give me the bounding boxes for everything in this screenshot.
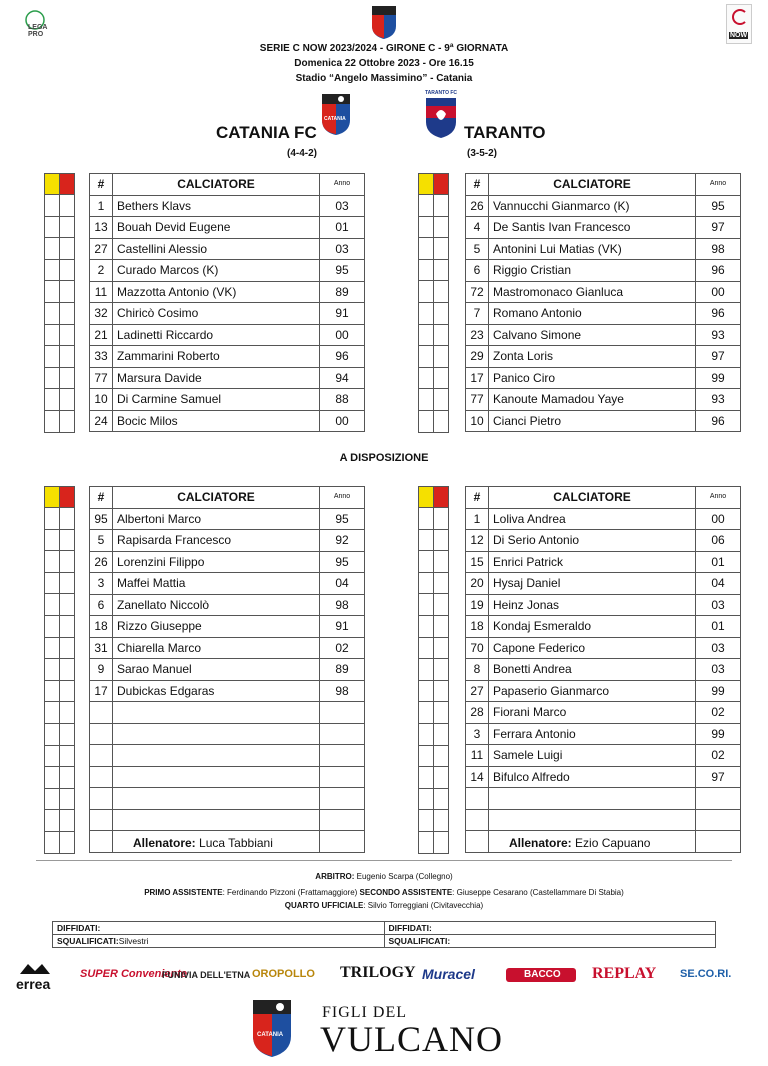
col-num: #	[466, 487, 489, 509]
sponsor-secori: SE.CO.RI.	[680, 968, 732, 980]
player-year: 02	[696, 702, 741, 724]
sponsor-errea: errea	[16, 976, 51, 992]
player-name: Enrici Patrick	[489, 551, 696, 573]
table-row	[466, 702, 741, 724]
table-row	[90, 346, 365, 368]
table-row	[466, 680, 741, 702]
player-year: 91	[320, 303, 365, 325]
red-card-icon	[434, 487, 449, 508]
table-row	[90, 809, 365, 831]
sponsor-oropollo: OROPOLLO	[252, 968, 315, 980]
yellow-card-icon	[419, 174, 434, 195]
player-year: 94	[320, 367, 365, 389]
player-number: 3	[90, 573, 113, 595]
player-year: 97	[696, 766, 741, 788]
catania-top-crest	[371, 4, 397, 45]
player-name: Curado Marcos (K)	[113, 260, 320, 282]
player-number: 19	[466, 594, 489, 616]
player-name: Papaserio Gianmarco	[489, 680, 696, 702]
player-name	[113, 809, 320, 831]
player-number: 6	[466, 260, 489, 282]
away-coach: Allenatore: Ezio Capuano	[509, 836, 651, 850]
table-row	[90, 745, 365, 767]
col-player: CALCIATORE	[113, 174, 320, 196]
player-number	[90, 766, 113, 788]
player-name: Di Serio Antonio	[489, 530, 696, 552]
table-header	[90, 487, 365, 509]
red-card-icon	[60, 174, 75, 195]
player-year	[320, 809, 365, 831]
table-row	[466, 745, 741, 767]
player-name: Bethers Klavs	[113, 195, 320, 217]
table-row	[90, 723, 365, 745]
table-header	[90, 174, 365, 196]
table-row	[90, 410, 365, 432]
player-number: 95	[90, 508, 113, 530]
player-year	[696, 809, 741, 831]
table-row	[90, 389, 365, 411]
table-row	[90, 702, 365, 724]
col-num: #	[90, 487, 113, 509]
player-name: Bocic Milos	[113, 410, 320, 432]
player-number	[90, 702, 113, 724]
player-number: 10	[90, 389, 113, 411]
player-year	[320, 723, 365, 745]
player-name: Bifulco Alfredo	[489, 766, 696, 788]
player-name: Cianci Pietro	[489, 410, 696, 432]
player-year: 03	[696, 637, 741, 659]
table-row	[466, 281, 741, 303]
player-number: 23	[466, 324, 489, 346]
player-number: 11	[466, 745, 489, 767]
player-number: 26	[466, 195, 489, 217]
table-row	[466, 788, 741, 810]
table-row	[90, 238, 365, 260]
player-number: 1	[90, 195, 113, 217]
player-year: 01	[320, 217, 365, 239]
table-row	[90, 530, 365, 552]
player-name	[113, 788, 320, 810]
player-year: 01	[696, 616, 741, 638]
player-number	[466, 831, 489, 853]
player-number: 3	[466, 723, 489, 745]
player-name: Sarao Manuel	[113, 659, 320, 681]
player-number: 17	[466, 367, 489, 389]
player-name: Chiricò Cosimo	[113, 303, 320, 325]
discipline-table	[52, 921, 716, 948]
player-name: Fiorani Marco	[489, 702, 696, 724]
away-diffidati: DIFFIDATI:	[384, 922, 716, 935]
away-starters-table	[465, 173, 741, 432]
player-name: Maffei Mattia	[113, 573, 320, 595]
player-number: 72	[466, 281, 489, 303]
table-row	[90, 766, 365, 788]
player-year: 88	[320, 389, 365, 411]
away-squalificati: SQUALIFICATI:	[384, 935, 716, 948]
assistants-line: PRIMO ASSISTENTE: Ferdinando Pizzoni (Frattamaggiore) SECONDO ASSISTENTE: Giuseppe Cesarano (Castellammare Di Stabia)	[144, 888, 624, 897]
sponsor-funivia-etna: FUNIVIA DELL'ETNA	[162, 970, 251, 980]
player-name: Vannucchi Gianmarco (K)	[489, 195, 696, 217]
player-name: Riggio Cristian	[489, 260, 696, 282]
player-number: 2	[90, 260, 113, 282]
col-year: Anno	[696, 174, 741, 196]
player-name: Albertoni Marco	[113, 508, 320, 530]
player-name: Samele Luigi	[489, 745, 696, 767]
player-name: Castellini Alessio	[113, 238, 320, 260]
player-number	[90, 831, 113, 853]
table-row	[466, 195, 741, 217]
sponsor-bacco: BACCO	[506, 968, 576, 982]
player-name: Rapisarda Francesco	[113, 530, 320, 552]
player-name: Romano Antonio	[489, 303, 696, 325]
player-year: 96	[696, 260, 741, 282]
player-number: 13	[90, 217, 113, 239]
player-name: Chiarella Marco	[113, 637, 320, 659]
player-name: Mazzotta Antonio (VK)	[113, 281, 320, 303]
col-year: Anno	[696, 487, 741, 509]
player-year: 00	[696, 281, 741, 303]
player-number: 27	[90, 238, 113, 260]
player-number	[90, 723, 113, 745]
player-name: Hysaj Daniel	[489, 573, 696, 595]
table-row	[90, 281, 365, 303]
player-year	[320, 831, 365, 853]
player-name: Ladinetti Riccardo	[113, 324, 320, 346]
divider	[36, 860, 732, 861]
player-year: 96	[696, 410, 741, 432]
player-year: 02	[696, 745, 741, 767]
away-starters-cards	[418, 173, 449, 433]
player-name: Ferrara Antonio	[489, 723, 696, 745]
player-year: 97	[696, 346, 741, 368]
player-name	[113, 745, 320, 767]
table-row	[466, 367, 741, 389]
sponsor-trilogy: TRILOGY	[340, 964, 416, 981]
table-row	[466, 346, 741, 368]
player-number: 5	[466, 238, 489, 260]
player-name: Kanoute Mamadou Yaye	[489, 389, 696, 411]
player-year: 95	[320, 508, 365, 530]
home-formation: (4-4-2)	[287, 148, 318, 159]
table-row	[466, 809, 741, 831]
table-row	[90, 508, 365, 530]
table-row	[466, 410, 741, 432]
player-number: 18	[90, 616, 113, 638]
player-number: 32	[90, 303, 113, 325]
player-number: 7	[466, 303, 489, 325]
table-row	[90, 637, 365, 659]
player-number	[90, 809, 113, 831]
fourth-official-line: QUARTO UFFICIALE: Silvio Torreggiani (Civitavecchia)	[284, 901, 484, 910]
table-row	[90, 195, 365, 217]
player-number: 27	[466, 680, 489, 702]
player-number: 28	[466, 702, 489, 724]
player-number: 29	[466, 346, 489, 368]
player-year: 97	[696, 217, 741, 239]
table-row	[466, 238, 741, 260]
player-year: 93	[696, 389, 741, 411]
player-number: 20	[466, 573, 489, 595]
home-starters-table	[89, 173, 365, 432]
player-number: 17	[90, 680, 113, 702]
player-number: 10	[466, 410, 489, 432]
player-number: 1	[466, 508, 489, 530]
player-year: 93	[696, 324, 741, 346]
col-num: #	[466, 174, 489, 196]
player-year: 03	[696, 659, 741, 681]
table-row	[90, 573, 365, 595]
player-year	[320, 745, 365, 767]
player-year: 95	[320, 551, 365, 573]
player-name	[489, 809, 696, 831]
table-row	[466, 303, 741, 325]
player-year: 99	[696, 367, 741, 389]
table-row	[466, 389, 741, 411]
player-number: 5	[90, 530, 113, 552]
player-year: 02	[320, 637, 365, 659]
player-year: 96	[320, 346, 365, 368]
table-header	[466, 487, 741, 509]
player-year: 96	[696, 303, 741, 325]
player-number	[466, 788, 489, 810]
player-year: 95	[696, 195, 741, 217]
player-name: Mastromonaco Gianluca	[489, 281, 696, 303]
col-num: #	[90, 174, 113, 196]
player-name	[113, 702, 320, 724]
player-year: 06	[696, 530, 741, 552]
player-name	[113, 723, 320, 745]
table-row	[90, 788, 365, 810]
match-date: Domenica 22 Ottobre 2023 - Ore 16.15	[294, 58, 474, 69]
footer-slogan-line1: FIGLI DEL	[322, 1004, 407, 1021]
table-row	[466, 260, 741, 282]
player-year: 98	[696, 238, 741, 260]
player-year: 99	[696, 680, 741, 702]
yellow-card-icon	[45, 174, 60, 195]
table-row	[466, 508, 741, 530]
col-year: Anno	[320, 487, 365, 509]
away-bench-table	[465, 486, 741, 853]
competition-title: SERIE C NOW 2023/2024 - GIRONE C - 9ª GIORNATA	[259, 43, 509, 54]
table-row	[466, 766, 741, 788]
table-row	[466, 616, 741, 638]
home-team-name: CATANIA FC	[216, 123, 317, 142]
player-year: 00	[320, 410, 365, 432]
home-crest: CATANIA	[321, 92, 351, 141]
bench-title: A DISPOSIZIONE	[339, 452, 429, 464]
home-bench-table	[89, 486, 365, 853]
player-name	[489, 788, 696, 810]
yellow-card-icon	[45, 487, 60, 508]
player-year: 98	[320, 680, 365, 702]
player-name: Di Carmine Samuel	[113, 389, 320, 411]
col-year: Anno	[320, 174, 365, 196]
player-number: 11	[90, 281, 113, 303]
player-name: Kondaj Esmeraldo	[489, 616, 696, 638]
table-row	[90, 616, 365, 638]
player-number: 77	[90, 367, 113, 389]
player-year	[320, 766, 365, 788]
player-name: Zonta Loris	[489, 346, 696, 368]
referee-line: ARBITRO: Eugenio Scarpa (Collegno)	[315, 872, 453, 881]
footer-crest: CATANIA	[252, 998, 292, 1063]
table-row	[466, 659, 741, 681]
player-year: 03	[696, 594, 741, 616]
player-name: Loliva Andrea	[489, 508, 696, 530]
player-year: 98	[320, 594, 365, 616]
player-name: Lorenzini Filippo	[113, 551, 320, 573]
yellow-card-icon	[419, 487, 434, 508]
col-player: CALCIATORE	[113, 487, 320, 509]
red-card-icon	[60, 487, 75, 508]
player-name: Bonetti Andrea	[489, 659, 696, 681]
player-year: 99	[696, 723, 741, 745]
sponsor-super-conveniente: SUPER Conveniente	[80, 968, 187, 980]
player-year: 89	[320, 659, 365, 681]
table-row	[90, 303, 365, 325]
table-row	[90, 260, 365, 282]
table-row	[466, 594, 741, 616]
away-bench-cards	[418, 486, 449, 854]
player-name: Panico Ciro	[489, 367, 696, 389]
table-header	[466, 174, 741, 196]
table-row	[466, 217, 741, 239]
sponsor-muracel: Muracel	[422, 966, 475, 982]
player-year: 92	[320, 530, 365, 552]
table-row	[90, 551, 365, 573]
player-number: 9	[90, 659, 113, 681]
player-number: 4	[466, 217, 489, 239]
player-name: Marsura Davide	[113, 367, 320, 389]
player-year	[320, 788, 365, 810]
table-row	[90, 594, 365, 616]
player-number: 24	[90, 410, 113, 432]
player-number	[466, 809, 489, 831]
player-name: Antonini Lui Matias (VK)	[489, 238, 696, 260]
table-row	[466, 637, 741, 659]
player-year: 00	[696, 508, 741, 530]
player-name: Bouah Devid Eugene	[113, 217, 320, 239]
table-row	[90, 659, 365, 681]
player-number	[90, 788, 113, 810]
player-number: 12	[466, 530, 489, 552]
player-name: Zanellato Niccolò	[113, 594, 320, 616]
player-number: 18	[466, 616, 489, 638]
home-coach: Allenatore: Luca Tabbiani	[133, 836, 273, 850]
player-name: Rizzo Giuseppe	[113, 616, 320, 638]
table-row	[90, 367, 365, 389]
col-player: CALCIATORE	[489, 487, 696, 509]
serie-c-now-logo: NOW	[726, 4, 752, 44]
player-year: 00	[320, 324, 365, 346]
player-number	[90, 745, 113, 767]
away-team-name: TARANTO	[464, 123, 546, 142]
stadium: Stadio “Angelo Massimino” - Catania	[295, 73, 473, 84]
player-number: 26	[90, 551, 113, 573]
home-squalificati: SQUALIFICATI:Silvestri	[53, 935, 385, 948]
player-year	[696, 831, 741, 853]
table-row	[90, 680, 365, 702]
home-starters-cards	[44, 173, 75, 433]
table-row	[466, 324, 741, 346]
player-number: 77	[466, 389, 489, 411]
player-number: 15	[466, 551, 489, 573]
player-year: 89	[320, 281, 365, 303]
player-number: 33	[90, 346, 113, 368]
col-player: CALCIATORE	[489, 174, 696, 196]
player-year: 03	[320, 238, 365, 260]
player-name: Dubickas Edgaras	[113, 680, 320, 702]
player-year: 91	[320, 616, 365, 638]
player-name: Capone Federico	[489, 637, 696, 659]
table-row	[90, 217, 365, 239]
player-name: Calvano Simone	[489, 324, 696, 346]
player-number: 8	[466, 659, 489, 681]
home-diffidati: DIFFIDATI:	[53, 922, 385, 935]
player-name: De Santis Ivan Francesco	[489, 217, 696, 239]
player-year: 04	[696, 573, 741, 595]
table-row	[466, 723, 741, 745]
player-number: 6	[90, 594, 113, 616]
player-year: 03	[320, 195, 365, 217]
player-name: Zammarini Roberto	[113, 346, 320, 368]
footer-slogan-line2: VULCANO	[320, 1019, 503, 1059]
player-number: 70	[466, 637, 489, 659]
player-name	[113, 766, 320, 788]
player-number: 21	[90, 324, 113, 346]
table-row	[466, 530, 741, 552]
table-row	[466, 551, 741, 573]
player-number: 31	[90, 637, 113, 659]
player-year: 95	[320, 260, 365, 282]
player-number: 14	[466, 766, 489, 788]
player-year	[320, 702, 365, 724]
home-bench-cards	[44, 486, 75, 854]
lega-pro-logo: LEGA PRO	[22, 10, 48, 34]
errea-logo-icon	[20, 962, 50, 974]
table-row	[90, 324, 365, 346]
away-formation: (3-5-2)	[467, 148, 498, 159]
player-name: Heinz Jonas	[489, 594, 696, 616]
sponsor-replay: REPLAY	[592, 965, 657, 982]
player-year: 01	[696, 551, 741, 573]
red-card-icon	[434, 174, 449, 195]
table-row	[466, 573, 741, 595]
player-year	[696, 788, 741, 810]
player-year: 04	[320, 573, 365, 595]
